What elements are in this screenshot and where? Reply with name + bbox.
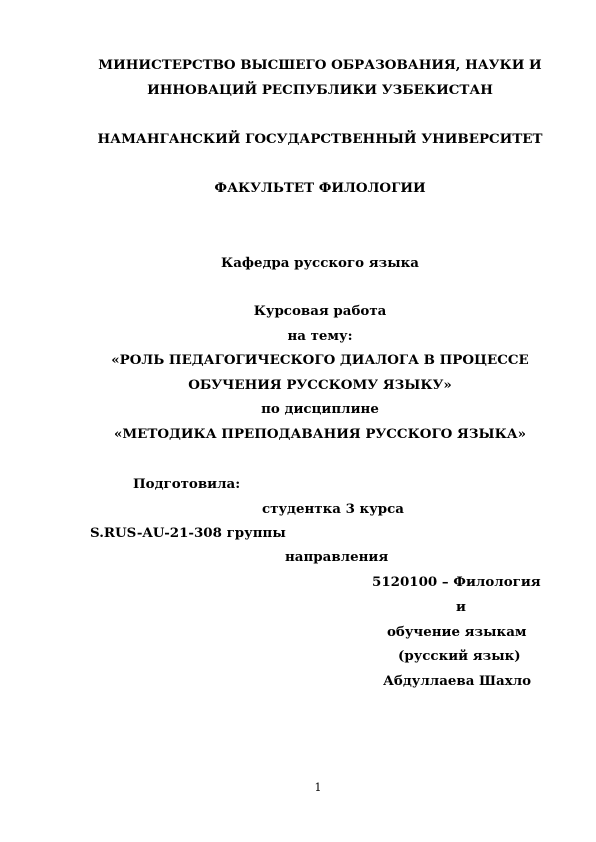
direction-label: направления xyxy=(285,549,389,565)
direction-line-3: (русский язык) xyxy=(398,648,521,664)
discipline-name: «МЕТОДИКА ПРЕПОДАВАНИЯ РУССКОГО ЯЗЫКА» xyxy=(113,426,527,442)
direction-conjunction: и xyxy=(456,599,466,615)
discipline-label: по дисциплине xyxy=(261,401,379,417)
student-course: студентка 3 курса xyxy=(262,501,404,517)
student-name: Абдуллаева Шахло xyxy=(383,673,532,689)
faculty-name: ФАКУЛЬТЕТ ФИЛОЛОГИИ xyxy=(214,180,426,196)
work-title-line-1: «РОЛЬ ПЕДАГОГИЧЕСКОГО ДИАЛОГА В ПРОЦЕССЕ xyxy=(111,352,529,368)
on-topic-label: на тему: xyxy=(287,328,353,344)
work-type: Курсовая работа xyxy=(253,303,387,319)
university-name: НАМАНГАНСКИЙ ГОСУДАРСТВЕННЫЙ УНИВЕРСИТЕТ xyxy=(97,131,543,147)
student-group: S.RUS-AU-21-308 группы xyxy=(90,525,286,541)
department-name: Кафедра русского языка xyxy=(221,255,419,271)
page-number: 1 xyxy=(314,781,322,794)
ministry-line-2: ИННОВАЦИЙ РЕСПУБЛИКИ УЗБЕКИСТАН xyxy=(147,82,493,98)
ministry-line-1: МИНИСТЕРСТВО ВЫСШЕГО ОБРАЗОВАНИЯ, НАУКИ И xyxy=(98,57,542,73)
direction-line-2: обучение языкам xyxy=(387,624,527,640)
direction-code: 5120100 – Филология xyxy=(372,574,541,590)
prepared-by-label: Подготовила: xyxy=(133,476,241,492)
work-title-line-2: ОБУЧЕНИЯ РУССКОМУ ЯЗЫКУ» xyxy=(188,377,452,393)
